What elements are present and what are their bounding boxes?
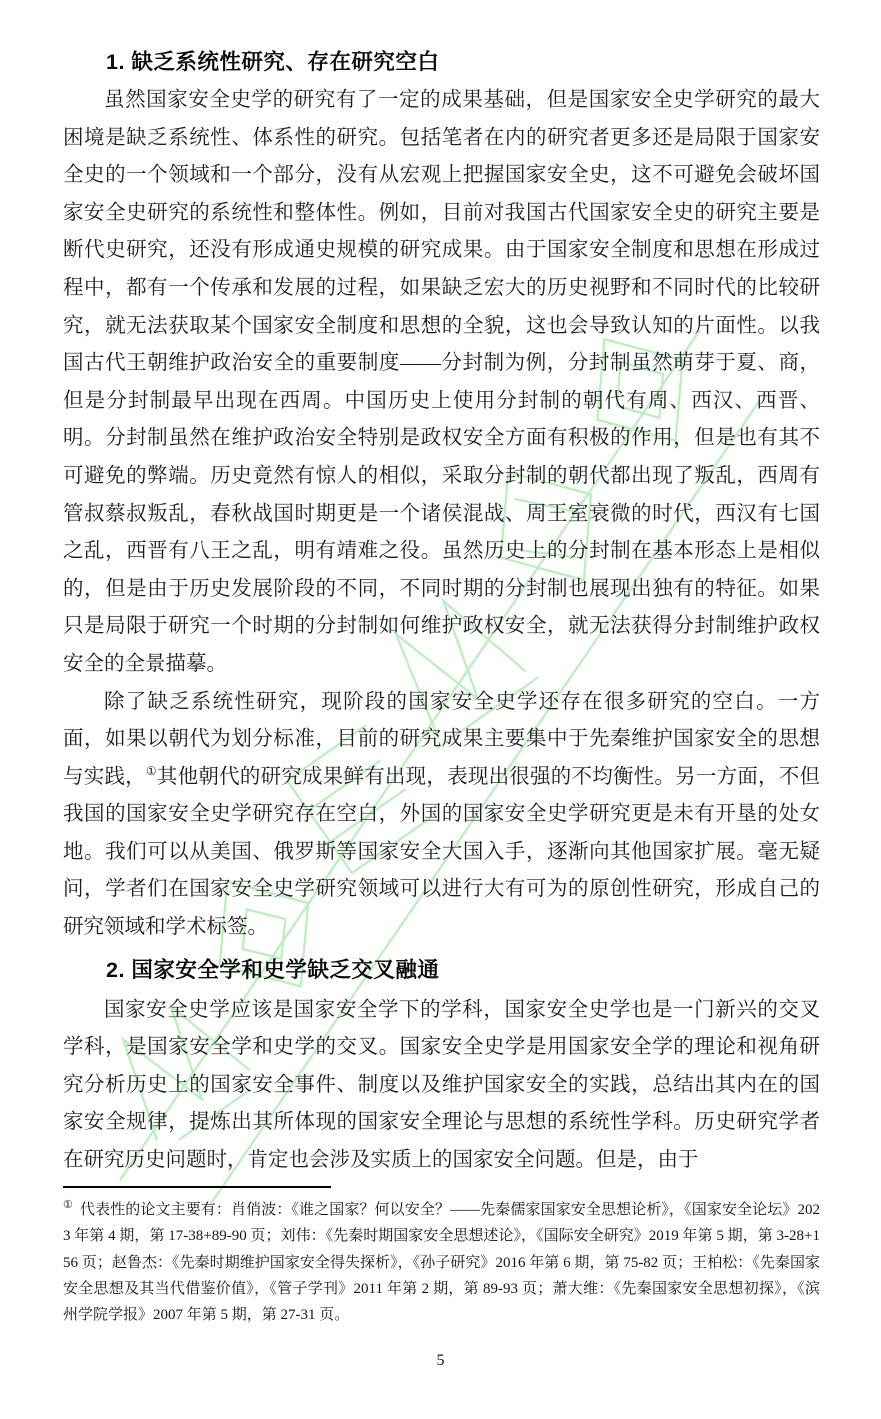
section-heading-2: 2. 国家安全学和史学缺乏交叉融通: [106, 957, 440, 982]
footnote-section: [63, 1186, 820, 1328]
paragraph-2-text-before: 除了缺乏系统性研究，现阶段的国家安全史学还存在很多研究的空白。一方面，如果以朝代为划分标准，目前的研究成果主要集中于先秦维护国家安全的思想与实践，: [63, 690, 820, 788]
footnote-reference: ①: [145, 763, 157, 778]
paragraph-1: 虽然国家安全史学的研究有了一定的成果基础，但是国家安全史学研究的最大困境是缺乏系统性、体系性的研究。包括笔者在内的研究者更多还是局限于国家安全史的一个领域和一个部分，没有从宏观上把握国家安全史，这不可避免会破坏国家安全史研究的系统性和整体性。例如，目前对我国古代国家安全史的研究主要是断代史研究，还没有形成通史规模的研究成果。由于国家安全制度和思想在形成过程中，都有一个传承和发展的过程，如果缺乏宏大的历史视野和不同时代的比较研究，就无法获取某个国家安全制度和思想的全貌，这也会导致认知的片面性。以我国古代王朝维护政治安全的重要制度——分封制为例，分封制虽然萌芽于夏、商，但是分封制最早出现在西周。中国历史上使用分封制的朝代有周、西汉、西晋、明。分封制虽然在维护政治安全特别是政权安全方面有积极的作用，但是也有其不可避免的弊端。历史竟然有惊人的相似，采取分封制的朝代都出现了叛乱，西周有管叔蔡叔叛乱，春秋战国时期更是一个诸侯混战、周王室衰微的时代，西汉有七国之乱，西晋有八王之乱，明有靖难之役。虽然历史上的分封制在基本形态上是相似的，但是由于历史发展阶段的不同，不同时期的分封制也展现出独有的特征。如果只是局限于研究一个时期的分封制如何维护政权安全，就无法获得分封制维护政权安全的全景描摹。: [63, 89, 820, 675]
footnote-text-block: [63, 1197, 820, 1328]
footnote-separator: [63, 1186, 331, 1188]
paragraph-3: 国家安全史学应该是国家安全学下的学科，国家安全史学也是一门新兴的交叉学科，是国家安全学和史学的交叉。国家安全史学是用国家安全学的理论和视角研究分析历史上的国家安全事件、制度以及维护国家安全的实践，总结出其内在的国家安全规律，提炼出其所体现的国家安全理论与思想的系统性学科。历史研究学者在研究历史问题时，肯定也会涉及实质上的国家安全问题。但是，由于: [63, 998, 820, 1172]
paragraph-2: [63, 684, 820, 947]
footnote-marker: ①: [63, 1199, 73, 1211]
document-body: [63, 42, 820, 1180]
paragraph-2-text-after: 其他朝代的研究成果鲜有出现，表现出很强的不均衡性。另一方面，不但我国的国家安全史学研究存在空白，外国的国家安全史学研究更是未有开垦的处女地。我们可以从美国、俄罗斯等国家安全大国入手，逐渐向其他国家扩展。毫无疑问，学者们在国家安全史学研究领域可以进行大有可为的原创性研究，形成自己的研究领域和学术标签。: [63, 765, 821, 939]
page-number: 5: [436, 1352, 445, 1369]
footnote-text: 代表性的论文主要有：肖俏波：《谁之国家？何以安全？——先秦儒家国家安全思想论析》，《国家安全论坛》2023 年第 4 期，第 17-38+89-90 页；刘伟：《先秦时期国家安全思想述论》，《国际安全研究》2019 年第 5 期，第 3-28+156 页；赵鲁杰：《先秦时期维护国家安全得失探析》，《孙子研究》2016 年第 6 期，第 75-82 页；王柏松：《先秦国家安全思想及其当代借鉴价值》，《管子学刊》2011 年第 2 期，第 89-93 页；萧大维：《先秦国家安全思想初探》，《滨州学院学报》2007 年第 5 期，第 27-31 页。: [63, 1202, 820, 1324]
section-heading-1: 1. 缺乏系统性研究、存在研究空白: [106, 50, 440, 74]
